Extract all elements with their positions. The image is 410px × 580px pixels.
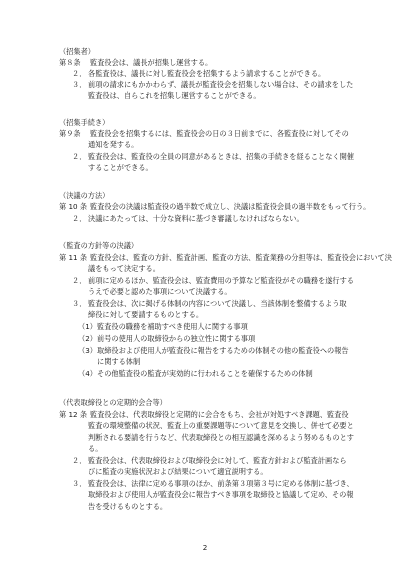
article-continuation: 判断される要請を行うなど、代表取締役との相互認識を深めるよう努めるものとす <box>88 433 354 442</box>
paragraph-text: 前項の請求にもかかわらず、議長が監査役会を招集しない場合は、その請求をした <box>88 80 354 89</box>
article-number: 第 11 条 <box>59 253 88 262</box>
article-line <box>59 410 349 420</box>
article-text: 監査役会は、議長が招集し運営する。 <box>90 58 213 67</box>
paragraph-continuation: うえで必要と認めた事項について決議する。 <box>88 287 232 296</box>
subitem-number: （2） <box>78 334 97 343</box>
paragraph-text: 監査役会は、法律に定める事項のほか、前条第３項第３号に定める体制に基づき、 <box>88 479 354 488</box>
paragraph-item <box>72 69 325 79</box>
page-number: 2 <box>202 543 208 552</box>
paragraph-text: 監査役会は、代表取締役および取締役会に対して、監査方針および監査計画なら <box>88 456 347 465</box>
article-text: 監査役会の決議は監査役の過半数で成立し、決議は監査役会員の過半数をもって行う。 <box>90 202 371 211</box>
article-continuation: 監査の環境整備の状況、監査上の重要課題等について意見を交換し、併せて必要と <box>88 421 354 430</box>
article-text: 監査役会を招集するには、監査役会の日の３日前までに、各監査役に対してその <box>90 129 349 138</box>
paragraph-number: ２． <box>72 69 87 78</box>
paragraph-item <box>72 152 354 162</box>
article-number: 第 12 条 <box>59 410 88 419</box>
article-line <box>59 202 370 212</box>
paragraph-number: ３． <box>72 80 87 89</box>
paragraph-text: 監査役会は、次に掲げる体制の内容について決議し、当該体制を整備するよう取 <box>88 299 347 308</box>
paragraph-item <box>72 479 354 489</box>
article-line <box>59 253 392 263</box>
paragraph-text: 各監査役は、議長に対し監査役会を招集するよう請求することができる。 <box>88 69 326 78</box>
section-heading: （代表取締役との定期的会合等） <box>59 398 167 407</box>
paragraph-text: 決議にあたっては、十分な資料に基づき審議しなければならない。 <box>88 214 304 223</box>
subitem-number: （4） <box>78 369 97 378</box>
subitem-text: 前号の使用人の取締役からの独立性に関する事項 <box>97 334 256 343</box>
subitem <box>78 322 248 332</box>
section-heading: （監査の方針等の決議） <box>59 241 139 250</box>
paragraph-continuation: びに監査の実施状況および結果について適宜説明する。 <box>88 467 268 476</box>
paragraph-text: 前項に定めるほか、監査役会は、監査費用の予算など監査役がその職務を遂行する <box>88 276 354 285</box>
paragraph-item <box>72 276 354 286</box>
subitem-number: （3） <box>78 346 97 355</box>
article-number: 第９条 <box>59 129 81 138</box>
subitem <box>78 369 313 379</box>
article-text: 監査役会は、代表取締役と定期的に会合をもち、会社が対処すべき課題、監査役 <box>90 410 349 419</box>
paragraph-item <box>72 299 347 309</box>
article-continuation: 議をもって決定する。 <box>88 264 160 273</box>
paragraph-number: ２． <box>72 276 87 285</box>
paragraph-item <box>72 80 353 90</box>
section-heading: （決議の方法） <box>59 191 110 200</box>
paragraph-text: 監査役会は、監査役の全員の同意があるときは、招集の手続きを経ることなく開催 <box>88 152 354 161</box>
section-heading: （招集手続き） <box>59 118 110 127</box>
subitem <box>78 346 349 356</box>
article-text: 監査役会は、監査の方針、監査計画、監査の方法、監査業務の分担等は、監査役会において決 <box>90 253 392 262</box>
paragraph-continuation: 告を受けるものとする。 <box>88 502 168 511</box>
subitem-text: 取締役および使用人が監査役に報告をするための体制その他の監査役への報告 <box>97 346 349 355</box>
paragraph-continuation: 監査役は、自らこれを招集し運営することができる。 <box>88 91 261 100</box>
paragraph-item <box>72 456 347 466</box>
subitem-text: その他監査役の監査が実効的に行われることを確保するための体制 <box>97 369 313 378</box>
paragraph-continuation: することができる。 <box>88 163 153 172</box>
article-number: 第８条 <box>59 58 81 67</box>
article-continuation: 通知を発する。 <box>88 140 139 149</box>
subitem-number: （1） <box>78 322 97 331</box>
paragraph-number: ２． <box>72 214 87 223</box>
paragraph-number: ２． <box>72 456 87 465</box>
subitem-continuation: に関する体制 <box>97 357 141 366</box>
subitem <box>78 334 255 344</box>
section-heading: （招集者） <box>59 47 95 56</box>
paragraph-item <box>72 214 304 224</box>
article-number: 第 10 条 <box>59 202 88 211</box>
paragraph-number: ２． <box>72 152 87 161</box>
paragraph-number: ３． <box>72 299 87 308</box>
article-continuation: る。 <box>88 444 103 453</box>
paragraph-continuation: 締役に対して要請するものとする。 <box>88 310 204 319</box>
article-line <box>59 58 212 68</box>
paragraph-number: ３． <box>72 479 87 488</box>
subitem-text: 監査役の職務を補助すべき使用人に関する事項 <box>97 322 248 331</box>
paragraph-continuation: 取締役および使用人が監査役会に報告すべき事項を取締役と協議して定め、その報 <box>88 490 354 499</box>
article-line <box>59 129 349 139</box>
